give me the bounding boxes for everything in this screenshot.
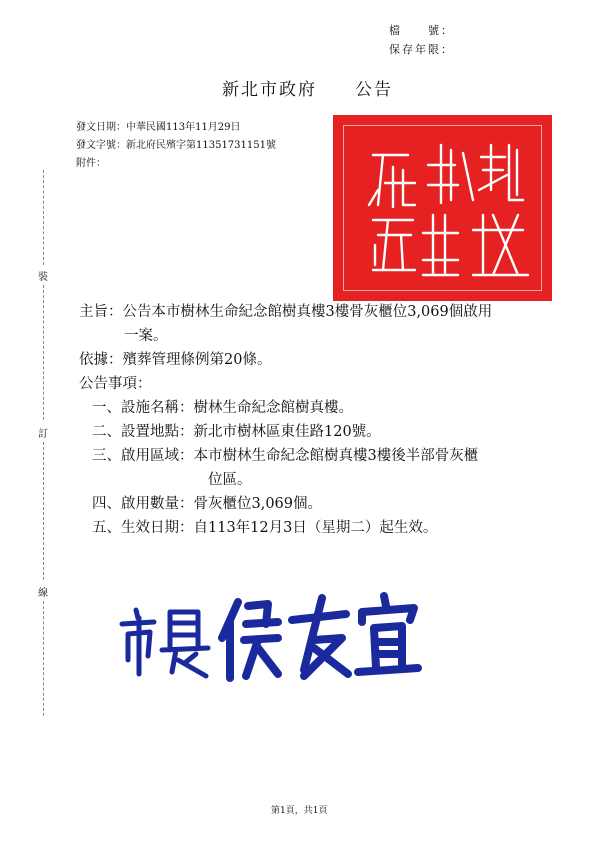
attachment-label: 附件： bbox=[76, 158, 106, 169]
item-3-line-2: 位區。 bbox=[208, 472, 252, 488]
document-number: 發文字號：新北府民殯字第11351731151號 bbox=[76, 140, 276, 151]
subject-line-1: 主旨：公告本市樹林生命紀念館樹真樓3樓骨灰櫃位3,069個啟用 bbox=[79, 304, 493, 320]
items-heading: 公告事項： bbox=[79, 376, 152, 392]
item-1: 一、設施名稱：樹林生命紀念館樹真樓。 bbox=[92, 400, 353, 416]
issue-date: 發文日期：中華民國113年11月29日 bbox=[76, 122, 241, 133]
binding-dash bbox=[43, 601, 44, 716]
item-4: 四、啟用數量：骨灰櫃位3,069個。 bbox=[92, 496, 323, 512]
binding-mark-ding: 訂 bbox=[38, 429, 48, 440]
retention-period-label: 保存年限： bbox=[389, 43, 454, 56]
basis-line: 依據：殯葬管理條例第20條。 bbox=[79, 352, 272, 368]
binding-mark-zhuang: 裝 bbox=[38, 272, 48, 283]
official-seal bbox=[333, 115, 552, 301]
page-title: 新北市政府 公告 bbox=[222, 80, 393, 100]
signature-stamp-icon bbox=[118, 590, 428, 685]
binding-dash bbox=[43, 442, 44, 580]
item-5: 五、生效日期：自113年12月3日（星期二）起生效。 bbox=[92, 520, 438, 536]
binding-mark-xian: 線 bbox=[38, 588, 48, 599]
item-2: 二、設置地點：新北市樹林區東佳路120號。 bbox=[92, 424, 381, 440]
subject-line-2: 一案。 bbox=[124, 328, 168, 344]
file-number-label: 檔 號： bbox=[389, 24, 454, 37]
page-number: 第1頁，共1頁 bbox=[271, 806, 328, 816]
seal-glyphs-icon bbox=[333, 115, 552, 301]
mayor-signature bbox=[118, 590, 428, 685]
binding-dash bbox=[43, 285, 44, 420]
binding-dash bbox=[43, 170, 44, 265]
item-3-line-1: 三、啟用區域：本市樹林生命紀念館樹真樓3樓後半部骨灰櫃 bbox=[92, 448, 479, 464]
